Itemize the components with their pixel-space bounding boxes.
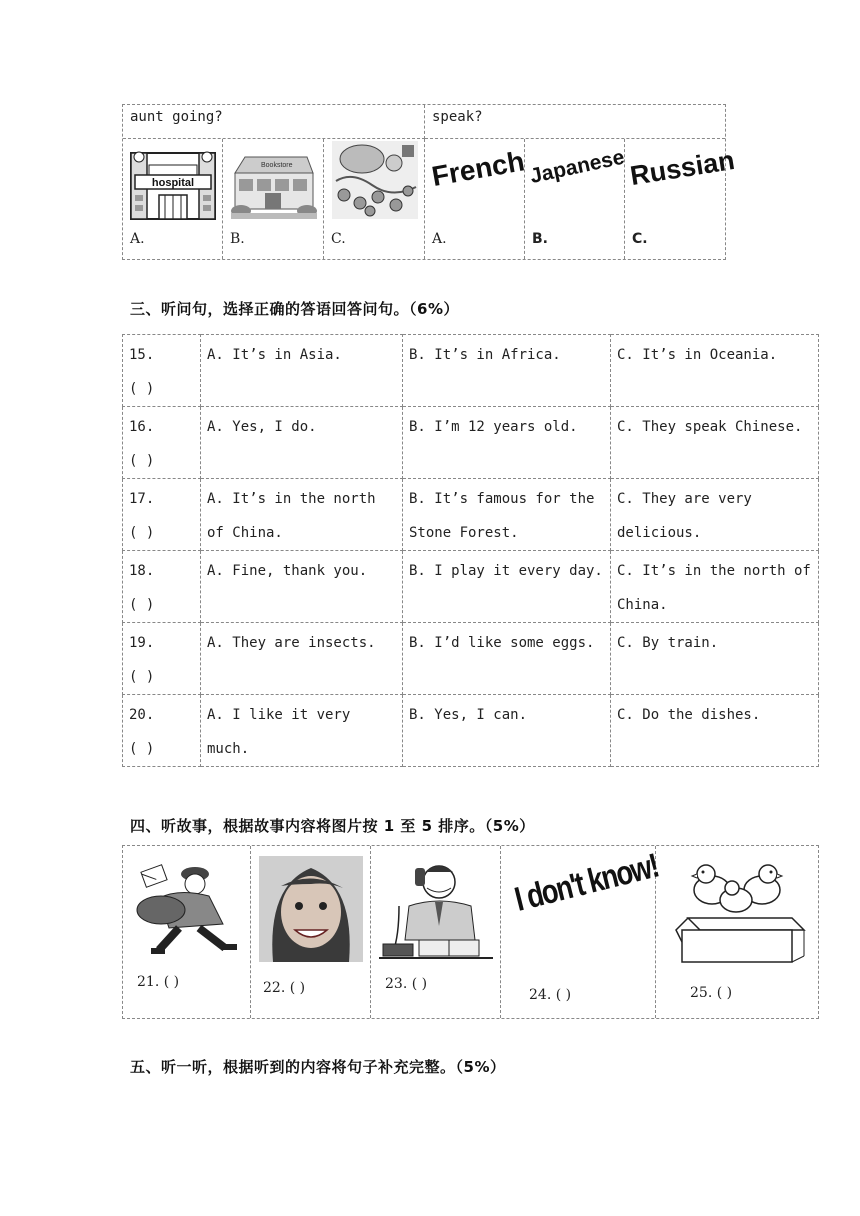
- story-cell-phone: [371, 846, 501, 1018]
- answer-option-a[interactable]: A. They are insects.: [201, 623, 403, 695]
- answer-option-c[interactable]: C. By train.: [611, 623, 819, 695]
- hospital-sign: hospital: [151, 177, 195, 189]
- question-number: 20.: [129, 707, 155, 723]
- answer-option-c[interactable]: C. They speak Chinese.: [611, 407, 819, 479]
- answer-option-a[interactable]: A. Fine, thank you.: [201, 551, 403, 623]
- birds-in-box-picture: [672, 856, 808, 968]
- question-number: 18.: [129, 563, 155, 579]
- answer-blank[interactable]: ( ): [129, 453, 155, 469]
- answer-choice-table: [122, 334, 819, 767]
- option-russian[interactable]: [625, 139, 737, 259]
- story-cell-girl: [251, 846, 371, 1018]
- item-23[interactable]: 23. ( ): [385, 976, 428, 992]
- hospital-picture: [129, 145, 217, 221]
- story-cell-birds: [656, 846, 818, 1018]
- option-french[interactable]: [425, 139, 525, 259]
- option-label-c: C.: [331, 231, 346, 247]
- option-hospital[interactable]: [123, 139, 223, 259]
- answer-option-a[interactable]: A. It’s in the north of China.: [201, 479, 403, 551]
- story-cell-mailman: [123, 846, 251, 1018]
- option-zoo[interactable]: [324, 139, 425, 259]
- answer-option-b[interactable]: B. It’s in Africa.: [403, 335, 611, 407]
- item-22[interactable]: 22. ( ): [263, 980, 306, 996]
- answer-option-c[interactable]: C. It’s in Oceania.: [611, 335, 819, 407]
- section-3-heading: 三、听问句，选择正确的答语回答问句。（6%）: [130, 300, 459, 318]
- answer-option-b[interactable]: B. It’s famous for the Stone Forest.: [403, 479, 611, 551]
- option-label-c: C.: [632, 231, 648, 247]
- answer-option-b[interactable]: B. Yes, I can.: [403, 695, 611, 767]
- answer-option-b[interactable]: B. I’d like some eggs.: [403, 623, 611, 695]
- option-japanese[interactable]: [525, 139, 625, 259]
- question-number-cell: [123, 623, 201, 695]
- option-label-b: B.: [532, 231, 548, 247]
- question-text-left: aunt going?: [123, 105, 425, 139]
- french-word-picture: French: [429, 145, 527, 193]
- answer-option-c[interactable]: C. It’s in the north of China.: [611, 551, 819, 623]
- question-number-cell: [123, 407, 201, 479]
- section-4-heading: 四、听故事，根据故事内容将图片按 1 至 5 排序。（5%）: [130, 817, 535, 835]
- answer-option-c[interactable]: C. Do the dishes.: [611, 695, 819, 767]
- question-number-cell: [123, 695, 201, 767]
- section-5-heading: 五、听一听，根据听到的内容将句子补充完整。（5%）: [130, 1058, 506, 1076]
- story-cell-dont-know: [501, 846, 662, 1018]
- answer-option-a[interactable]: A. I like it very much.: [201, 695, 403, 767]
- item-24[interactable]: 24. ( ): [529, 987, 572, 1003]
- answer-row: [123, 623, 819, 695]
- bookstore-sign: Bookstore: [261, 162, 293, 169]
- answer-option-b[interactable]: B. I’m 12 years old.: [403, 407, 611, 479]
- bookstore-picture: [231, 153, 317, 219]
- question-number-cell: [123, 479, 201, 551]
- answer-option-c[interactable]: C. They are very delicious.: [611, 479, 819, 551]
- option-label-b: B.: [230, 231, 245, 247]
- answer-blank[interactable]: ( ): [129, 381, 155, 397]
- answer-option-b[interactable]: B. I play it every day.: [403, 551, 611, 623]
- question-number: 15.: [129, 347, 155, 363]
- question-number: 17.: [129, 491, 155, 507]
- answer-option-a[interactable]: A. It’s in Asia.: [201, 335, 403, 407]
- mailman-picture: [129, 858, 241, 958]
- girl-photo: [259, 856, 363, 962]
- answer-row: [123, 695, 819, 767]
- answer-blank[interactable]: ( ): [129, 525, 155, 541]
- answer-option-a[interactable]: A. Yes, I do.: [201, 407, 403, 479]
- option-bookstore[interactable]: [223, 139, 324, 259]
- question-number-cell: [123, 551, 201, 623]
- answer-blank[interactable]: ( ): [129, 741, 155, 757]
- answer-blank[interactable]: ( ): [129, 597, 155, 613]
- option-label-a: A.: [130, 231, 145, 247]
- question-number: 19.: [129, 635, 155, 651]
- question-number-cell: [123, 335, 201, 407]
- japanese-word-picture: Japanese: [528, 145, 627, 189]
- item-21[interactable]: 21. ( ): [137, 974, 180, 990]
- man-on-phone-picture: [379, 856, 493, 964]
- dont-know-picture: I don't know!: [511, 846, 662, 919]
- item-25[interactable]: 25. ( ): [690, 985, 733, 1001]
- story-picture-table: [122, 845, 819, 1019]
- russian-word-picture: Russian: [628, 144, 737, 192]
- answer-row: [123, 479, 819, 551]
- answer-row: [123, 335, 819, 407]
- answer-row: [123, 551, 819, 623]
- option-label-a: A.: [432, 231, 447, 247]
- question-text-right: speak?: [425, 105, 725, 139]
- picture-choice-table: [122, 104, 737, 260]
- answer-row: [123, 407, 819, 479]
- question-number: 16.: [129, 419, 155, 435]
- zoo-picture: [332, 141, 418, 219]
- answer-blank[interactable]: ( ): [129, 669, 155, 685]
